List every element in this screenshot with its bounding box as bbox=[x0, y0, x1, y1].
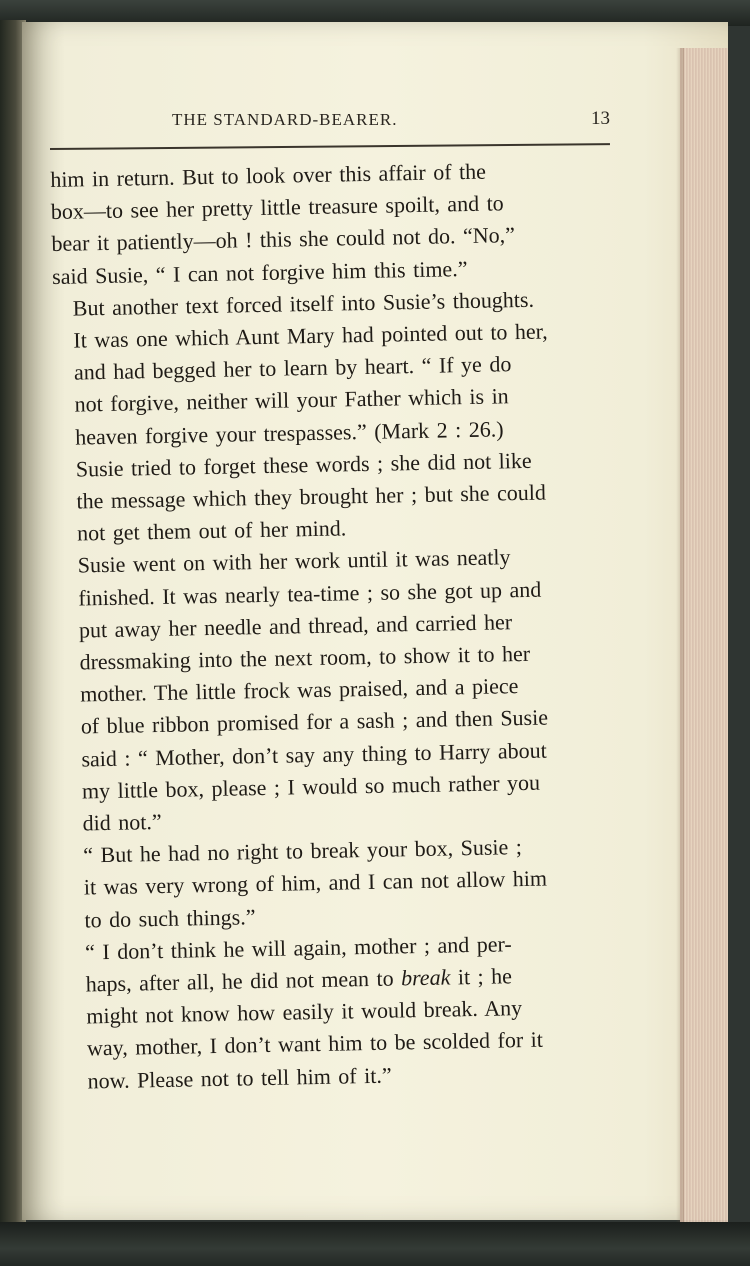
paragraph bbox=[52, 281, 647, 550]
text-line: “ I don’t think he will again, mother ; and per- bbox=[84, 931, 512, 965]
text-line: the message which they brought her ; but she could bbox=[76, 479, 547, 514]
text-line: “ But he had no right to break your box, Susie ; bbox=[83, 834, 523, 868]
text-line: and had begged her to learn by heart. “ If ye do bbox=[73, 351, 512, 385]
text-line: But another text forced itself into Susie’s thoughts. bbox=[72, 286, 535, 321]
paragraph bbox=[65, 925, 658, 1097]
text-line: to do such things.” bbox=[84, 903, 256, 933]
text-line: not forgive, neither will your Father which is in bbox=[74, 383, 509, 417]
text-line: might not know how easily it would break. Any bbox=[86, 995, 523, 1029]
page-number: 13 bbox=[591, 108, 610, 129]
text-line: finished. It was nearly tea-time ; so she got up and bbox=[78, 576, 542, 611]
text-line: Susie went on with her work until it was neatly bbox=[77, 544, 511, 578]
text-line: put away her needle and thread, and carried her bbox=[78, 609, 513, 643]
text-line: It was one which Aunt Mary had pointed out to her, bbox=[73, 318, 548, 353]
text-line: box—to see her pretty little treasure spoilt, and to bbox=[50, 190, 504, 225]
text-line: my little box, please ; I would so much rather you bbox=[81, 769, 541, 804]
paragraph bbox=[63, 829, 655, 937]
text-line: bear it patiently—oh ! this she could not do. “No,” bbox=[51, 222, 516, 257]
text-line: way, mother, I don’t want him to be scolded for it bbox=[86, 1027, 544, 1061]
text-line: him in return. But to look over this affair of the bbox=[50, 158, 487, 192]
running-title: THE STANDARD-BEARER. bbox=[172, 110, 398, 129]
paragraph bbox=[50, 153, 642, 293]
text-line: it was very wrong of him, and I can not allow him bbox=[83, 866, 548, 900]
text-segment: it ; he bbox=[450, 963, 513, 990]
text-line: mother. The little frock was praised, and a piece bbox=[79, 673, 519, 707]
page-edges bbox=[680, 48, 728, 1244]
text-line: dressmaking into the next room, to show it to her bbox=[79, 640, 531, 675]
text-line: not get them out of her mind. bbox=[76, 515, 347, 546]
text-line: now. Please not to tell him of it.” bbox=[87, 1062, 392, 1094]
text-line: did not.” bbox=[82, 809, 162, 836]
book-binding-bottom bbox=[0, 1222, 750, 1266]
text-line: said : “ Mother, don’t say any thing to Harry about bbox=[81, 737, 547, 772]
emphasized-word: break bbox=[400, 964, 451, 991]
text-segment: haps, after all, he did not mean to bbox=[85, 965, 402, 997]
text-line: heaven forgive your trespasses.” (Mark 2 : 26.) bbox=[74, 415, 504, 450]
text-line: Susie tried to forget these words ; she did not like bbox=[75, 447, 532, 482]
page-header bbox=[150, 108, 620, 132]
text-line: of blue ribbon promised for a sash ; and then Susie bbox=[80, 704, 549, 739]
body-text bbox=[50, 153, 658, 1098]
page-edges-shadow bbox=[676, 48, 684, 1244]
text-line: said Susie, “ I can not forgive him this time.” bbox=[51, 255, 468, 289]
paragraph bbox=[57, 539, 652, 840]
